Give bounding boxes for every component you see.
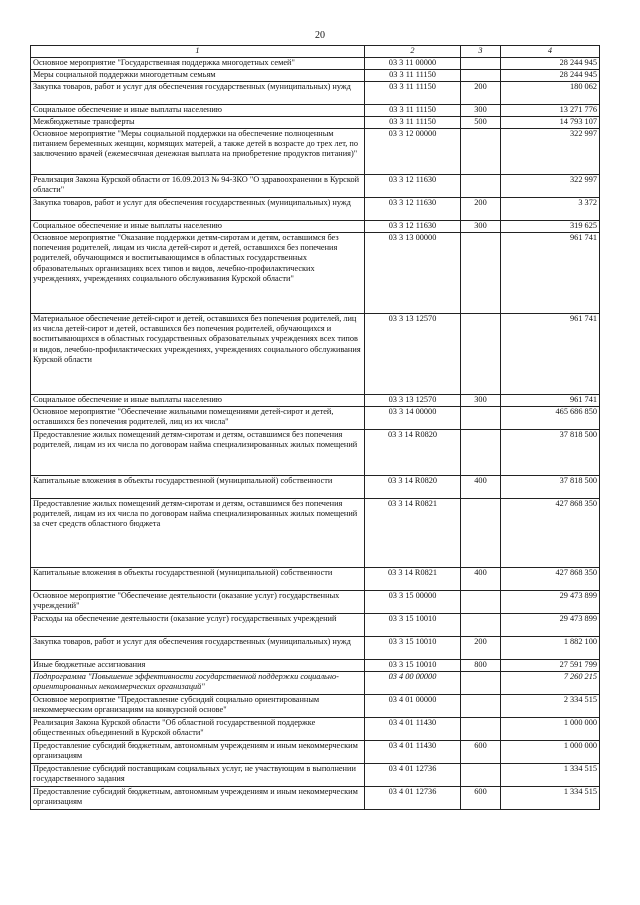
row-code-cell: 03 3 12 00000 [365,129,461,175]
row-code-cell: 03 3 11 11150 [365,82,461,105]
row-code-cell: 03 4 01 00000 [365,695,461,718]
row-sum-cell: 322 997 [501,175,600,198]
row-name-cell: Основное мероприятие "Государственная поддержка многодетных семей" [31,58,365,70]
table-row [31,637,600,660]
row-type-cell: 200 [461,637,501,660]
table-row [31,175,600,198]
row-type-cell [461,672,501,695]
table-row [31,314,600,395]
row-code-cell: 03 3 15 10010 [365,660,461,672]
row-name-cell: Основное мероприятие "Оказание поддержки детям-сиротам и детям, оставшимся без попечения родителей, лицам из числа детей-сирот и детей, оставшихся без попечения родителей, обучающимся и воспитывающимся в областных государственных образовательных организациях всех типов и видов, лечебно-профилактических учреждениях, учреждениях социального обслуживания Курской области" [31,233,365,314]
table-row [31,105,600,117]
column-header: 2 [365,46,461,58]
row-type-cell [461,70,501,82]
table-row [31,430,600,476]
table-row [31,233,600,314]
row-code-cell: 03 3 12 11630 [365,175,461,198]
row-type-cell [461,175,501,198]
table-row [31,407,600,430]
row-code-cell: 03 4 00 00000 [365,672,461,695]
row-type-cell [461,233,501,314]
row-sum-cell: 14 793 107 [501,117,600,129]
row-type-cell [461,129,501,175]
row-name-cell: Предоставление субсидий поставщикам социальных услуг, не участвующим в выполнении государственного задания [31,764,365,787]
row-code-cell: 03 3 14 R0820 [365,430,461,476]
row-sum-cell: 27 591 799 [501,660,600,672]
row-type-cell [461,499,501,568]
row-type-cell [461,407,501,430]
table-row [31,591,600,614]
row-sum-cell: 2 334 515 [501,695,600,718]
row-name-cell: Социальное обеспечение и иные выплаты населению [31,221,365,233]
table-row [31,787,600,810]
row-type-cell: 300 [461,395,501,407]
page-number: 20 [315,30,325,41]
row-code-cell: 03 3 14 R0821 [365,568,461,591]
row-code-cell: 03 3 11 00000 [365,58,461,70]
row-sum-cell: 1 882 100 [501,637,600,660]
table-row [31,395,600,407]
row-type-cell: 300 [461,221,501,233]
row-name-cell: Социальное обеспечение и иные выплаты населению [31,395,365,407]
row-name-cell: Межбюджетные трансферты [31,117,365,129]
column-header: 4 [501,46,600,58]
table-row [31,70,600,82]
table-row [31,614,600,637]
row-name-cell: Основное мероприятие "Меры социальной поддержки на обеспечение полноценным питанием беременных женщин, кормящих матерей, а также детей в возрасте до трех лет, по заключению врачей (ежемесячная денежная выплата на приобретение продуктов питания)" [31,129,365,175]
table-row [31,129,600,175]
row-type-cell: 500 [461,117,501,129]
row-sum-cell: 1 334 515 [501,764,600,787]
row-code-cell: 03 3 14 00000 [365,407,461,430]
row-name-cell: Реализация Закона Курской области от 16.09.2013 № 94-ЗКО "О здравоохранении в Курской области" [31,175,365,198]
row-name-cell: Капитальные вложения в объекты государственной (муниципальной) собственности [31,568,365,591]
row-name-cell: Основное мероприятие "Обеспечение жильными помещениями детей-сирот и детей, оставшихся без попечения родителей, лиц из их числа" [31,407,365,430]
table-row [31,198,600,221]
row-type-cell [461,591,501,614]
row-name-cell: Закупка товаров, работ и услуг для обеспечения государственных (муниципальных) нужд [31,637,365,660]
row-sum-cell: 28 244 945 [501,70,600,82]
row-type-cell: 600 [461,741,501,764]
row-code-cell: 03 4 01 12736 [365,764,461,787]
table-row [31,741,600,764]
row-sum-cell: 180 062 [501,82,600,105]
row-name-cell: Подпрограмма "Повышение эффективности государственной поддержки социально-ориентированных некоммерческих организаций" [31,672,365,695]
row-name-cell: Меры социальной поддержки многодетным семьям [31,70,365,82]
row-sum-cell: 961 741 [501,395,600,407]
row-name-cell: Основное мероприятие "Предоставление субсидий социально ориентированным некоммерческим организациям на конкурсной основе" [31,695,365,718]
row-code-cell: 03 4 01 11430 [365,718,461,741]
row-type-cell [461,718,501,741]
row-code-cell: 03 3 11 11150 [365,117,461,129]
row-sum-cell: 465 686 850 [501,407,600,430]
row-type-cell [461,695,501,718]
row-sum-cell: 961 741 [501,233,600,314]
column-header: 3 [461,46,501,58]
row-name-cell: Закупка товаров, работ и услуг для обеспечения государственных (муниципальных) нужд [31,198,365,221]
table-header-row [31,46,600,58]
row-code-cell: 03 4 01 11430 [365,741,461,764]
row-name-cell: Иные бюджетные ассигнования [31,660,365,672]
row-name-cell: Предоставление жилых помещений детям-сиротам и детям, оставшимся без попечения родителей, лицам из их числа по договорам найма специализированных жилых помещений за счет средств областного бюджета [31,499,365,568]
row-sum-cell: 29 473 899 [501,614,600,637]
row-name-cell: Реализация Закона Курской области "Об областной государственной поддержке общественных объединений в Курской области" [31,718,365,741]
row-code-cell: 03 3 12 11630 [365,198,461,221]
row-type-cell: 300 [461,105,501,117]
row-name-cell: Предоставление жилых помещений детям-сиротам и детям, оставшимся без попечения родителей, лицам из их числа по договорам найма специализированных жилых помещений [31,430,365,476]
table-row [31,58,600,70]
table-row [31,695,600,718]
row-code-cell: 03 3 13 12570 [365,314,461,395]
row-name-cell: Расходы на обеспечение деятельности (оказание услуг) государственных учреждений [31,614,365,637]
row-sum-cell: 322 997 [501,129,600,175]
table-row [31,568,600,591]
row-sum-cell: 3 372 [501,198,600,221]
row-name-cell: Социальное обеспечение и иные выплаты населению [31,105,365,117]
table-row [31,764,600,787]
table-row [31,499,600,568]
row-code-cell: 03 3 15 10010 [365,637,461,660]
row-sum-cell: 13 271 776 [501,105,600,117]
row-code-cell: 03 3 11 11150 [365,105,461,117]
row-sum-cell: 427 868 350 [501,568,600,591]
row-name-cell: Капитальные вложения в объекты государственной (муниципальной) собственности [31,476,365,499]
table-row [31,476,600,499]
row-sum-cell: 28 244 945 [501,58,600,70]
row-type-cell [461,58,501,70]
row-sum-cell: 961 741 [501,314,600,395]
table-row [31,82,600,105]
row-type-cell: 200 [461,82,501,105]
budget-table [30,45,600,810]
row-type-cell: 800 [461,660,501,672]
row-type-cell: 400 [461,476,501,499]
row-sum-cell: 319 625 [501,221,600,233]
row-type-cell: 200 [461,198,501,221]
row-code-cell: 03 3 13 00000 [365,233,461,314]
row-sum-cell: 37 818 500 [501,430,600,476]
row-code-cell: 03 3 15 10010 [365,614,461,637]
row-sum-cell: 29 473 899 [501,591,600,614]
row-sum-cell: 7 260 215 [501,672,600,695]
row-sum-cell: 427 868 350 [501,499,600,568]
row-code-cell: 03 3 13 12570 [365,395,461,407]
row-name-cell: Материальное обеспечение детей-сирот и детей, оставшихся без попечения родителей, лиц из числа детей-сирот и детей, оставшихся без попечения родителей, обучающихся и воспитывающихся в областных государственных образовательных учреждениях всех типов и видов, лечебно-профилактических учреждениях, учреждениях социального обслуживания Курской области [31,314,365,395]
row-name-cell: Закупка товаров, работ и услуг для обеспечения государственных (муниципальных) нужд [31,82,365,105]
row-name-cell: Основное мероприятие "Обеспечение деятельности (оказание услуг) государственных учреждений" [31,591,365,614]
row-sum-cell: 37 818 500 [501,476,600,499]
column-header: 1 [31,46,365,58]
row-type-cell [461,614,501,637]
row-name-cell: Предоставление субсидий бюджетным, автономным учреждениям и иным некоммерческим организациям [31,787,365,810]
row-code-cell: 03 3 11 11150 [365,70,461,82]
row-code-cell: 03 3 14 R0821 [365,499,461,568]
row-sum-cell: 1 334 515 [501,787,600,810]
row-type-cell: 400 [461,568,501,591]
row-code-cell: 03 3 12 11630 [365,221,461,233]
row-type-cell [461,314,501,395]
table-row [31,117,600,129]
table-row [31,718,600,741]
row-type-cell [461,430,501,476]
row-code-cell: 03 4 01 12736 [365,787,461,810]
row-type-cell: 600 [461,787,501,810]
row-name-cell: Предоставление субсидий бюджетным, автономным учреждениям и иным некоммерческим организациям [31,741,365,764]
table-row [31,221,600,233]
row-type-cell [461,764,501,787]
table-row [31,672,600,695]
row-sum-cell: 1 000 000 [501,741,600,764]
row-code-cell: 03 3 15 00000 [365,591,461,614]
table-row [31,660,600,672]
row-sum-cell: 1 000 000 [501,718,600,741]
row-code-cell: 03 3 14 R0820 [365,476,461,499]
